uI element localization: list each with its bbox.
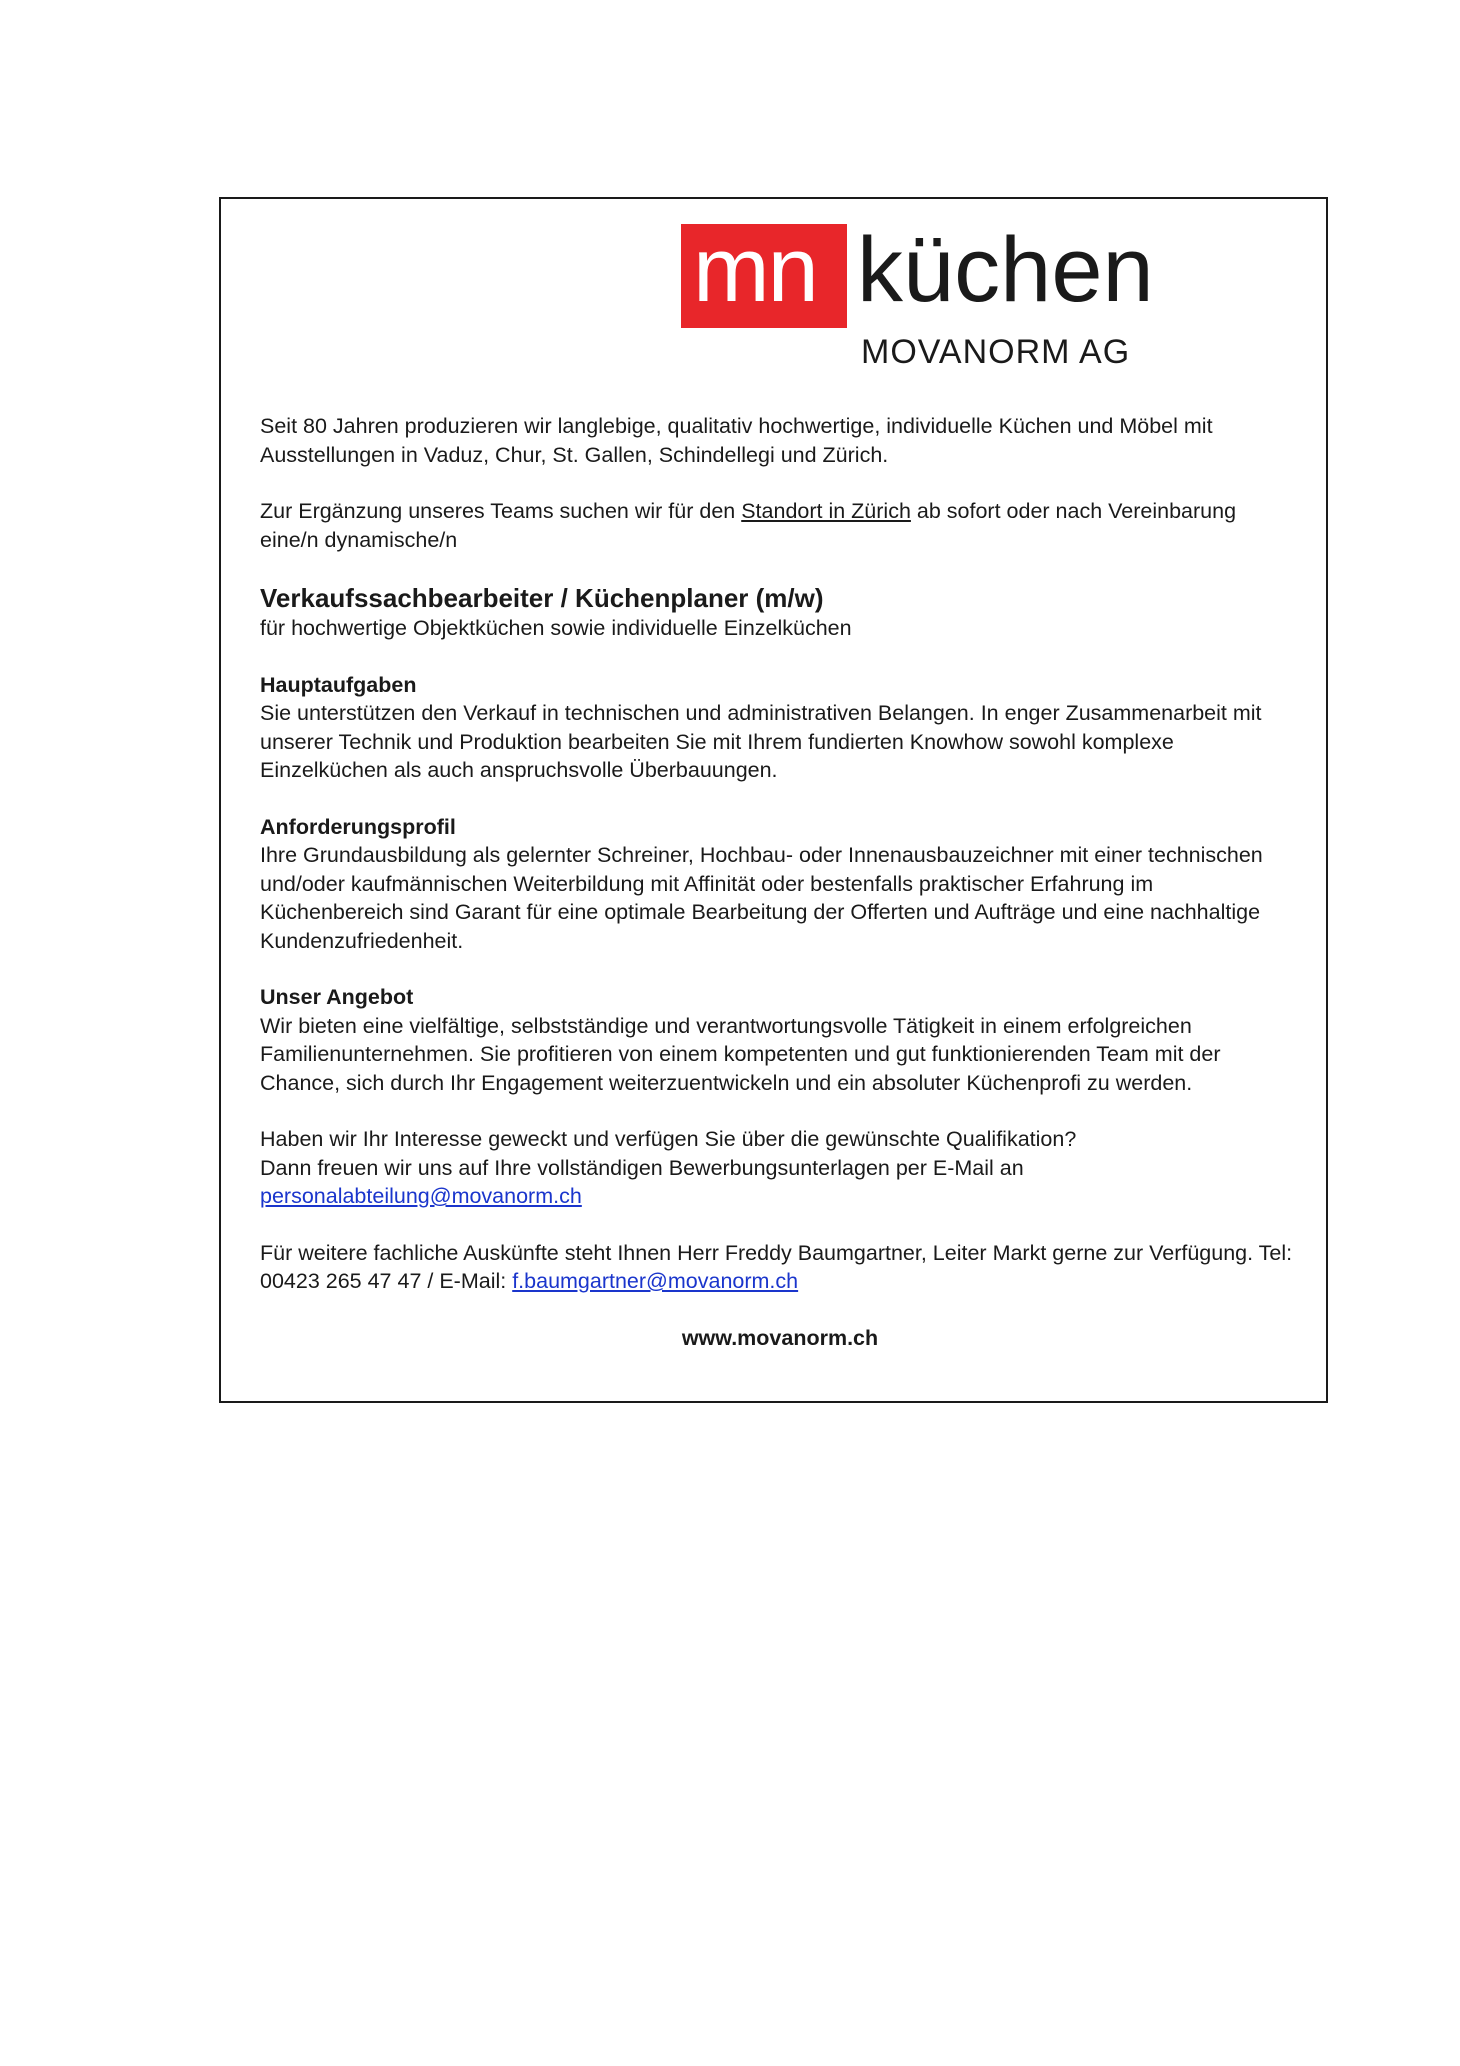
section-heading: Anforderungsprofil [260, 814, 456, 839]
hr-email-link[interactable]: personalabteilung@movanorm.ch [260, 1184, 582, 1208]
logo-mark-text: mn [693, 219, 817, 321]
location-highlight: Standort in Zürich [741, 499, 911, 523]
application-info [260, 1125, 1300, 1211]
logo-mark-box [681, 219, 847, 328]
section-main-tasks [260, 671, 1300, 785]
job-subtitle: für hochwertige Objektküchen sowie individuelle Einzelküchen [260, 616, 852, 640]
contact-text: Für weitere fachliche Auskünfte steht Ihnen Herr Freddy Baumgartner, Leiter Markt gerne zur Verfügung. Tel: 00423 265 47 47 / E-Mail: [260, 1240, 1293, 1293]
company-intro: Seit 80 Jahren produzieren wir langlebige, qualitativ hochwertige, individuelle Küchen und Möbel mit Ausstellungen in Vaduz, Chur, St. Gallen, Schindellegi und Zürich. [260, 414, 1213, 467]
section-offer [260, 983, 1300, 1097]
section-body: Wir bieten eine vielfältige, selbstständige und verantwortungsvolle Tätigkeit in einem erfolgreichen Familienunternehmen. Sie profitieren von einem kompetenten und gut funktionierenden Team mit der Chance, sich durch Ihr Engagement weiterzuentwickeln und ein absoluter Küchenprofi zu werden. [260, 1013, 1221, 1095]
section-heading: Unser Angebot [260, 985, 414, 1009]
job-title: Verkaufssachbearbeiter / Küchenplaner (m/w) [260, 583, 824, 613]
search-text-after: ab sofort oder nach Vereinbarung eine/n dynamische/n [260, 499, 1237, 552]
logo-wordmark: küchen [857, 219, 1154, 321]
contact-email-link[interactable]: f.baumgartner@movanorm.ch [512, 1269, 799, 1293]
logo-company-name: MOVANORM AG [861, 333, 1131, 371]
job-ad-frame [219, 197, 1328, 1403]
application-line-2: Dann freuen wir uns auf Ihre vollständigen Bewerbungsunterlagen per E-Mail an [260, 1155, 1024, 1180]
website-url[interactable]: www.movanorm.ch [681, 1325, 879, 1350]
search-text-before: Zur Ergänzung unseres Teams suchen wir für den [260, 499, 742, 523]
section-body: Ihre Grundausbildung als gelernter Schreiner, Hochbau- oder Innenausbauzeichner mit einer technischen und/oder kaufmännischen Weiterbildung mit Affinität oder bestenfalls praktischer Erfahrung im Küchenbereich sind Garant für eine optimale Bearbeitung der Offerten und Aufträge und eine nachhaltige Kundenzufriedenheit. [260, 843, 1263, 953]
section-requirements [260, 813, 1300, 956]
contact-info [260, 1239, 1300, 1296]
application-line-1: Haben wir Ihr Interesse geweckt und verfügen Sie über die gewünschte Qualifikation? [260, 1127, 1077, 1151]
section-heading: Hauptaufgaben [260, 672, 417, 697]
search-intro [260, 497, 1300, 554]
section-body: Sie unterstützen den Verkauf in technischen und administrativen Belangen. In enger Zusammenarbeit mit unserer Technik und Produktion bearbeiten Sie mit Ihrem fundierten Knowhow sowohl komplexe Einzelküchen als auch anspruchsvolle Überbauungen. [260, 701, 1262, 782]
company-logo [681, 219, 1161, 371]
ad-content [260, 412, 1300, 1352]
